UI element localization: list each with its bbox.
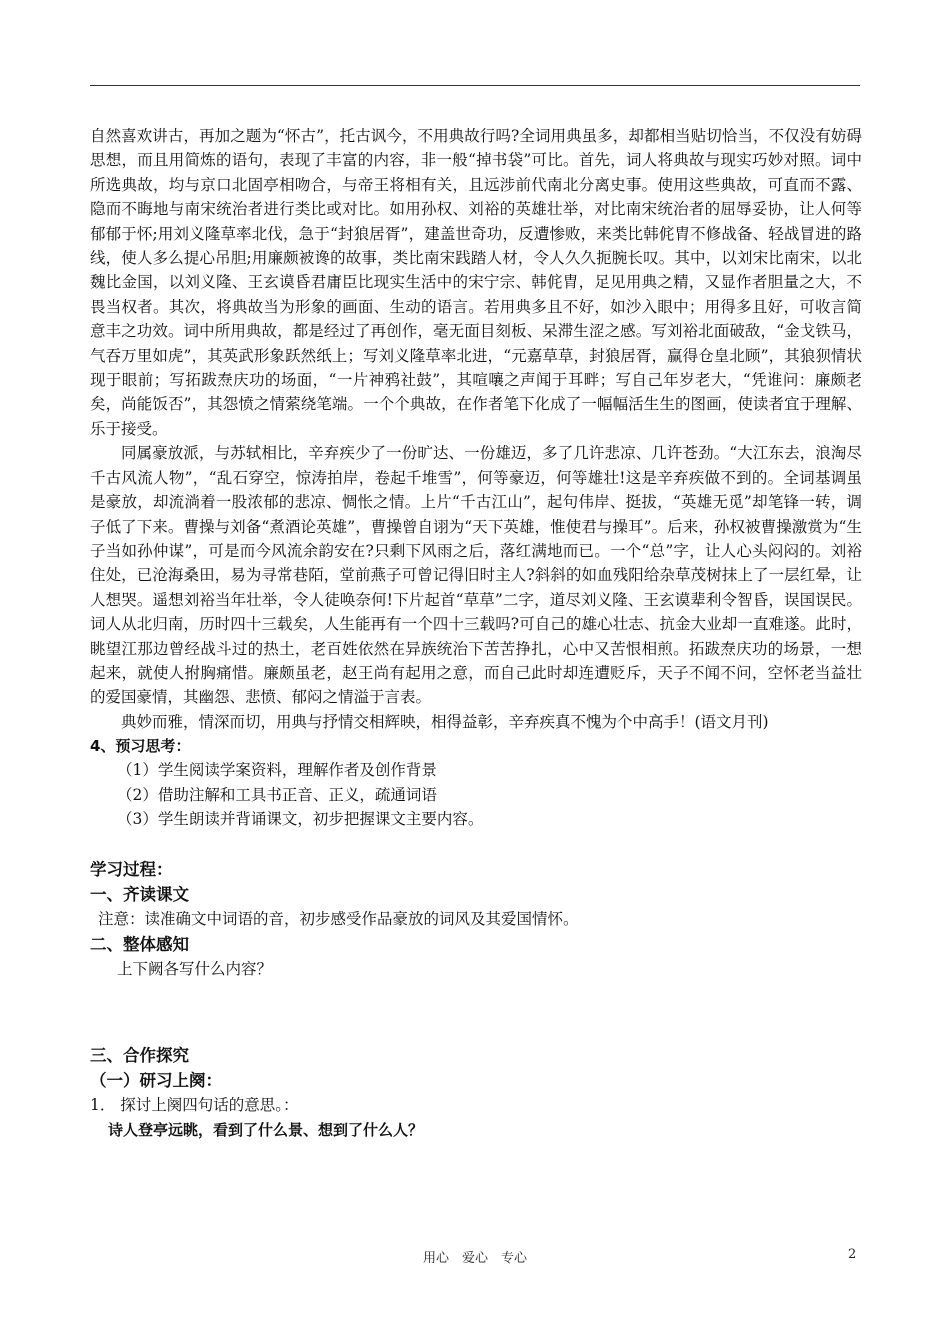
section-3-title: 三、合作探究 bbox=[90, 1046, 189, 1066]
section-2-title: 二、整体感知 bbox=[90, 934, 189, 954]
page-footer: 用心 爱心 专心 bbox=[422, 1251, 527, 1266]
section-2-question: 上下阙各写什么内容？ bbox=[117, 959, 273, 978]
body-paragraph-2: 同属豪放派，与苏轼相比，辛弃疾少了一份旷达、一份雄迈，多了几许悲凉、几许苍劲。“大江东去，浪淘尽千古风流人物”，“乱石穿空，惊涛拍岸，卷起千堆雪”，何等豪迈，何等雄壮!这是辛弃疾做不到的。全词基调虽是豪放，却流淌着一股浓郁的悲凉、惆怅之情。上片“千古江山”，起句伟岸、挺拔，“英雄无觅”却笔锋一转，调子低了下来。曹操与刘备“煮酒论英雄”，曹操曾自诩为“天下英雄，惟使君与操耳”。后来，孙权被曹操激赏为“生子当如孙仲谋”，可是而今风流余韵安在?只剩下风雨之后，落红满地而已。一个“总”字，让人心头闷闷的。刘裕住处，已沧海桑田，易为寻常巷陌，堂前燕子可曾记得旧时主人?斜斜的如血残阳给杂草茂树抹上了一层红晕，让人想哭。遥想刘裕当年壮举，令人徒唤奈何!下片起首“草草”二字，道尽刘义隆、王玄谟辈利令智昏，误国误民。词人从北归南，历时四十三载矣，人生能再有一个四十三载吗?可自己的雄心壮志、抗金大业却一直难遂。此时，眺望江那边曾经战斗过的热土，老百姓依然在异族统治下苦苦挣扎，心中又苦恨相煎。拓跋焘庆功的场景，一想起来，就使人拊胸痛惜。廉颇虽老，赵王尚有起用之意，而自己此时却连遭贬斥，天子不闻不问，空怀老当益壮的爱国豪情，其幽怨、悲愤、郁闷之情溢于言表。 bbox=[90, 444, 862, 707]
section-1-title: 一、齐读课文 bbox=[90, 885, 189, 905]
process-heading: 学习过程： bbox=[90, 860, 173, 880]
preview-item-3: （3）学生朗读并背诵课文，初步把握课文主要内容。 bbox=[117, 809, 484, 828]
section-3-bold-question: 诗人登亭远眺，看到了什么景、想到了什么人？ bbox=[108, 1120, 424, 1139]
preview-heading: 4、预习思考： bbox=[90, 737, 191, 756]
section-3-item-1: 1． 探讨上阕四句话的意思。： bbox=[90, 1096, 299, 1115]
header-rule bbox=[90, 85, 860, 86]
preview-item-2: （2）借助注解和工具书正音、正义，疏通词语 bbox=[117, 785, 437, 804]
section-1-note: 注意：读准确文中词语的音，初步感受作品豪放的词风及其爱国情怀。 bbox=[98, 910, 579, 929]
body-paragraph-1: 自然喜欢讲古，再加之题为“怀古”，托古讽今，不用典故行吗?全词用典虽多，却都相当贴切恰当，不仅没有妨碍思想，而且用简炼的语句，表现了丰富的内容，非一般“掉书袋”可比。首先，词人将典故与现实巧妙对照。词中所选典故，均与京口北固亭相吻合，与帝王将相有关，且远涉前代南北分离史事。使用这些典故，可直而不露、隐而不晦地与南宋统治者进行类比或对比。如用孙权、刘裕的英雄壮举，对比南宋统治者的屈辱妥协，让人何等郁郁于怀;用刘义隆草率北伐，急于“封狼居胥”，建盖世奇功，反遭惨败，来类比韩侂胄不修战备、轻战冒进的路线，使人多么提心吊胆;用廉颇被谗的故事，类比南宋践踏人材，令人久久扼腕长叹。其中，以刘宋比南宋，以北魏比金国，以刘义隆、王玄谟昏君庸臣比现实生活中的宋宁宗、韩侂胄，足见用典之精，又显作者胆量之大，不畏当权者。其次，将典故当为形象的画面、生动的语言。若用典多且不好，如沙入眼中；用得多且好，可收言简意丰之功效。词中所用典故，都是经过了再创作，毫无面目刻板、呆滞生涩之感。写刘裕北面破敌，“金戈铁马，气吞万里如虎”，其英武形象跃然纸上；写刘义隆草率北进，“元嘉草草，封狼居胥，赢得仓皇北顾”，其狼狈情状现于眼前；写拓跋焘庆功的场面，“一片神鸦社鼓”，其喧嚷之声闻于耳畔；写自己年岁老大，“凭谁问：廉颇老矣，尚能饭否”，其怨愤之情萦绕笔端。一个个典故，在作者笔下化成了一幅幅活生生的图画，使读者宜于理解、乐于接受。 bbox=[90, 127, 862, 438]
preview-item-1: （1）学生阅读学案资料，理解作者及创作背景 bbox=[117, 761, 437, 780]
section-3-subtitle: （一）研习上阕： bbox=[90, 1071, 222, 1091]
page-number: 2 bbox=[848, 1247, 857, 1262]
page-content bbox=[90, 124, 862, 1142]
body-paragraph-3: 典妙而雅，情深而切，用典与抒情交相辉映，相得益彰，辛弃疾真不愧为个中高手！(语文月刊) bbox=[121, 712, 769, 731]
